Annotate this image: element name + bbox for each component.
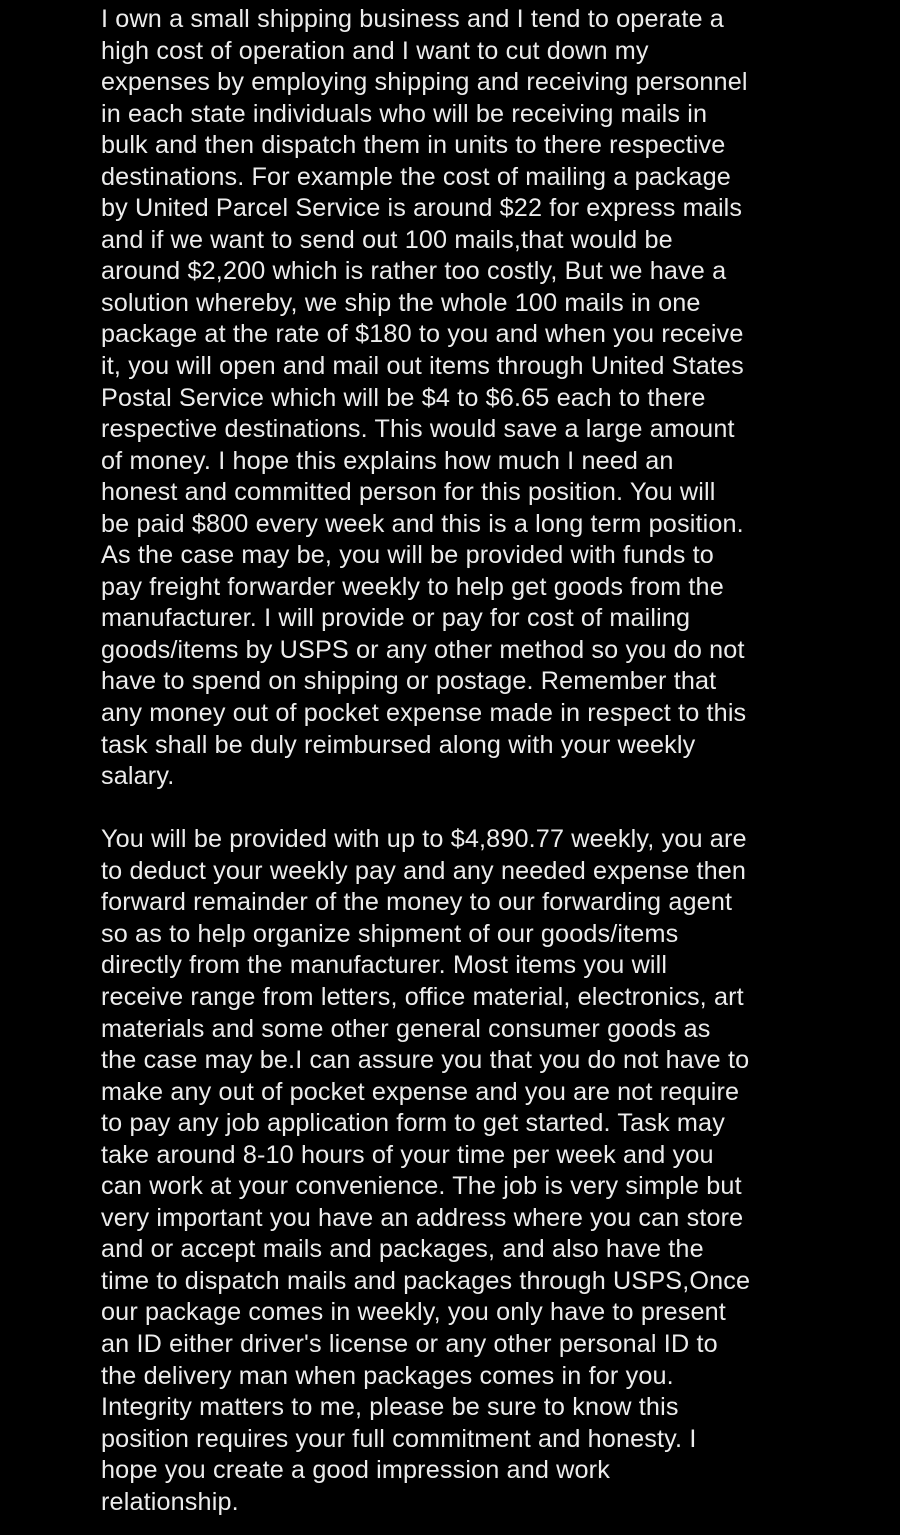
- message-line: high cost of operation and I want to cut down my: [101, 36, 649, 65]
- message-line: goods/items by USPS or any other method so you do not: [101, 635, 745, 664]
- message-line: to pay any job application form to get started. Task may: [101, 1109, 725, 1138]
- message-line: any money out of pocket expense made in respect to this: [101, 699, 747, 728]
- message-line: have to spend on shipping or postage. Remember that: [101, 667, 717, 696]
- message-line: position requires your full commitment and honesty. I: [101, 1424, 697, 1453]
- message-paragraph-1: [101, 4, 841, 793]
- message-line: As the case may be, you will be provided with funds to: [101, 541, 714, 570]
- message-line: very important you have an address where you can store: [101, 1203, 744, 1232]
- message-line: receive range from letters, office material, electronics, art: [101, 982, 744, 1011]
- message-line: materials and some other general consumer goods as: [101, 1014, 711, 1043]
- message-line: our package comes in weekly, you only have to present: [101, 1298, 726, 1327]
- message-line: directly from the manufacturer. Most items you will: [101, 951, 668, 980]
- message-line: be paid $800 every week and this is a long term position.: [101, 509, 744, 538]
- message-line: of money. I hope this explains how much I need an: [101, 446, 674, 475]
- message-line: honest and committed person for this position. You will: [101, 478, 716, 507]
- message-line: package at the rate of $180 to you and when you receive: [101, 320, 744, 349]
- message-line: salary.: [101, 762, 175, 791]
- message-line: solution whereby, we ship the whole 100 mails in one: [101, 288, 701, 317]
- message-line: take around 8-10 hours of your time per week and you: [101, 1140, 714, 1169]
- message-line: Integrity matters to me, please be sure to know this: [101, 1393, 679, 1422]
- message-line: relationship.: [101, 1487, 239, 1516]
- message-line: bulk and then dispatch them in units to there respective: [101, 131, 726, 160]
- message-line: task shall be duly reimbursed along with your weekly: [101, 730, 696, 759]
- message-line: pay freight forwarder weekly to help get goods from the: [101, 572, 724, 601]
- message-line: I own a small shipping business and I tend to operate a: [101, 5, 724, 33]
- message-line: make any out of pocket expense and you are not require: [101, 1077, 740, 1106]
- message-line: can work at your convenience. The job is very simple but: [101, 1172, 742, 1201]
- message-line: expenses by employing shipping and receiving personnel: [101, 68, 748, 97]
- message-line: time to dispatch mails and packages through USPS,Once: [101, 1266, 751, 1295]
- message-line: so as to help organize shipment of our goods/items: [101, 919, 679, 948]
- message-line: to deduct your weekly pay and any needed expense then: [101, 856, 747, 885]
- message-line: respective destinations. This would save a large amount: [101, 415, 735, 444]
- message-line: in each state individuals who will be receiving mails in: [101, 99, 708, 128]
- message-line: destinations. For example the cost of mailing a package: [101, 162, 731, 191]
- message-line: and or accept mails and packages, and also have the: [101, 1235, 704, 1264]
- message-line: by United Parcel Service is around $22 for express mails: [101, 194, 743, 223]
- message-line: You will be provided with up to $4,890.77 weekly, you are: [101, 825, 747, 854]
- message-line: and if we want to send out 100 mails,that would be: [101, 225, 673, 254]
- message-line: around $2,200 which is rather too costly, But we have a: [101, 257, 727, 286]
- message-line: hope you create a good impression and work: [101, 1456, 610, 1485]
- message-line: Postal Service which will be $4 to $6.65 each to there: [101, 383, 706, 412]
- message-paragraph-2: [101, 824, 841, 1518]
- message-line: the delivery man when packages comes in for you.: [101, 1361, 674, 1390]
- message-line: forward remainder of the money to our forwarding agent: [101, 888, 733, 917]
- message-line: it, you will open and mail out items through United States: [101, 352, 744, 381]
- message-line: an ID either driver's license or any other personal ID to: [101, 1329, 718, 1358]
- message-line: manufacturer. I will provide or pay for cost of mailing: [101, 604, 691, 633]
- message-body: [101, 4, 841, 1518]
- message-line: the case may be.I can assure you that you do not have to: [101, 1046, 750, 1075]
